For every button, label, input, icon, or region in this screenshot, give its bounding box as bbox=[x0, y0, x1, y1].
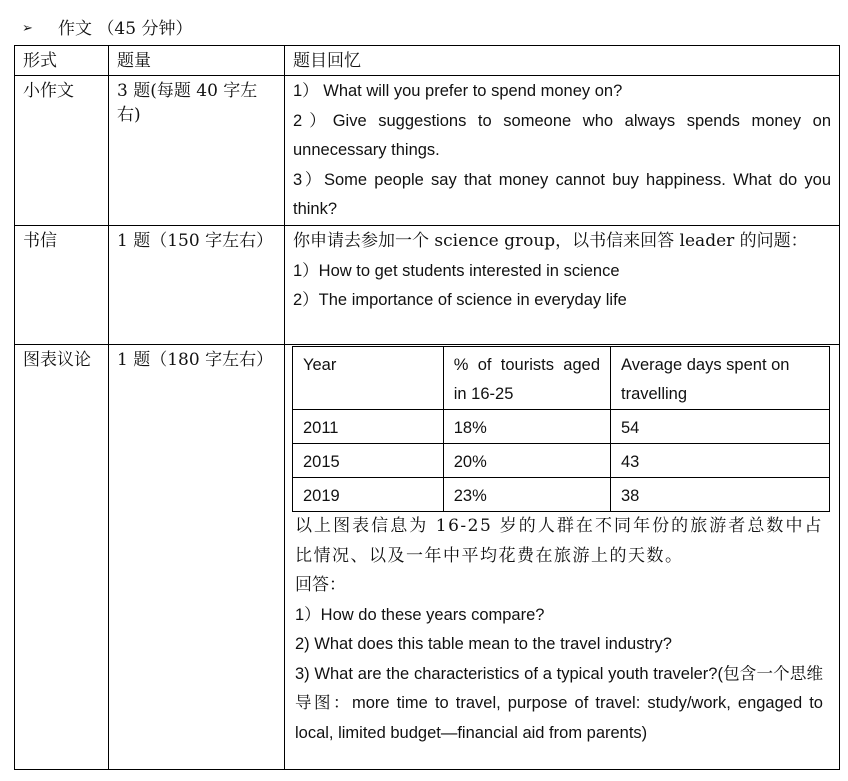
question-item: 3) What are the characteristics of a typical youth traveler?(包含一个思维导图：more time to travel, purpose of travel: study/work, engaged to local, limited budget—financial aid from parents) bbox=[295, 664, 823, 742]
header-count: 题量 bbox=[117, 51, 151, 71]
chart-cell: 2011 bbox=[293, 410, 444, 444]
form-cell: 小作文 bbox=[23, 81, 74, 101]
chart-table-header bbox=[293, 347, 830, 410]
chart-table-row bbox=[293, 444, 830, 478]
chart-cell: 20% bbox=[443, 444, 610, 478]
chart-table-row bbox=[293, 478, 830, 512]
chart-data-table bbox=[292, 346, 830, 512]
chart-table-row bbox=[293, 410, 830, 444]
question-item: 1）How to get students interested in science bbox=[293, 261, 620, 280]
table-row bbox=[15, 345, 840, 770]
header-questions: 题目回忆 bbox=[293, 51, 361, 71]
chart-header-year: Year bbox=[293, 347, 444, 410]
table-row bbox=[15, 226, 840, 345]
chart-cell: 2019 bbox=[293, 478, 444, 512]
section-title: 作文 （45 分钟） bbox=[58, 19, 193, 39]
writing-table bbox=[14, 45, 840, 770]
question-item: 1） What will you prefer to spend money on? bbox=[293, 82, 623, 100]
questions-cell bbox=[285, 76, 839, 225]
form-cell: 书信 bbox=[23, 231, 57, 251]
question-item: 2）The importance of science in everyday life bbox=[293, 291, 627, 309]
chart-description: 以上图表信息为 16-25 岁的人群在不同年份的旅游者总数中占比情况、以及一年中平均花费在旅游上的天数。 bbox=[295, 516, 823, 566]
count-cell: 3 题(每题 40 字左右) bbox=[117, 81, 258, 125]
questions-cell bbox=[285, 226, 839, 316]
question-item: 2）Give suggestions to someone who always spends money on unnecessary things. bbox=[293, 111, 831, 159]
form-cell: 图表议论 bbox=[23, 350, 91, 370]
chart-cell: 43 bbox=[611, 444, 830, 478]
chart-cell: 18% bbox=[443, 410, 610, 444]
section-heading bbox=[22, 17, 192, 41]
chart-cell: 2015 bbox=[293, 444, 444, 478]
chart-header-days: Average days spent on travelling bbox=[611, 347, 830, 410]
count-cell: 1 题（180 字左右） bbox=[117, 350, 274, 370]
chart-cell: 54 bbox=[611, 410, 830, 444]
chart-cell: 23% bbox=[443, 478, 610, 512]
table-row bbox=[15, 76, 840, 226]
table-header-row bbox=[15, 46, 840, 76]
arrow-bullet-icon: ➢ bbox=[22, 21, 33, 36]
questions-cell bbox=[285, 346, 839, 748]
question-item: 3）Some people say that money cannot buy happiness. What do you think? bbox=[293, 170, 831, 218]
question-item: 1）How do these years compare? bbox=[295, 605, 545, 624]
letter-intro: 你申请去参加一个 science group，以书信来回答 leader 的问题： bbox=[293, 231, 808, 251]
answer-label: 回答： bbox=[295, 575, 346, 595]
chart-cell: 38 bbox=[611, 478, 830, 512]
chart-header-percent: % of tourists aged in 16-25 bbox=[443, 347, 610, 410]
header-form: 形式 bbox=[23, 51, 57, 71]
count-cell: 1 题（150 字左右） bbox=[117, 231, 274, 251]
question-item: 2) What does this table mean to the travel industry? bbox=[295, 635, 672, 653]
